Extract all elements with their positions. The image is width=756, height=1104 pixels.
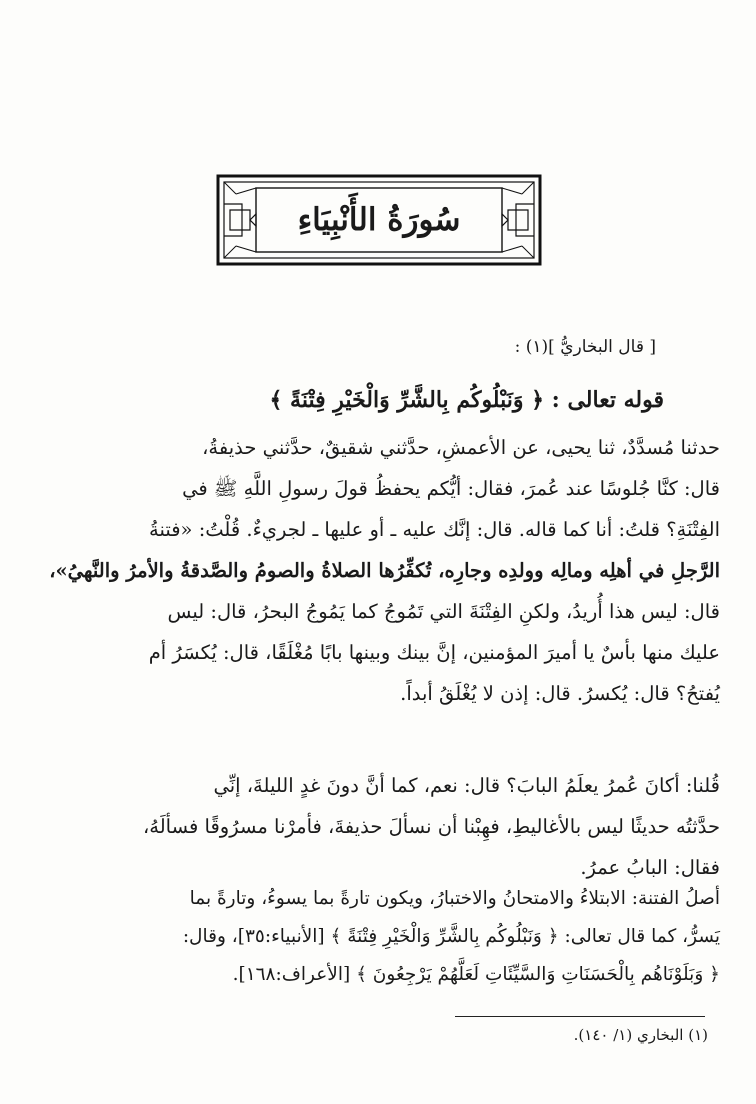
title-cartouche <box>216 174 542 266</box>
section-heading: قوله تعالى : ﴿ وَنَبْلُوكُم بِالشَّرِّ وَالْخَيْرِ فِتْنَةً ﴾ <box>269 387 664 413</box>
text-line: قُلنا: أكانَ عُمرُ يعلَمُ البابَ؟ قال: نعم، كما أنَّ دونَ غدٍ الليلةَ، إنِّي <box>213 774 720 797</box>
footnote: (١) البخاري (١/ ١٤٠). <box>573 1026 708 1044</box>
text-line: حدَّثتُه حديثًا ليس بالأغاليطِ، فهِبْنا أن نسألَ حذيفةَ، فأمرْنا مسرُوقًا فسألَهُ، <box>142 815 720 838</box>
text-line: الفِتْنَةِ؟ قلتُ: أنا كما قاله. قال: إنَّك عليه ـ أو عليها ـ لجريءٌ. قُلْتُ: «فتنةُ <box>149 518 720 541</box>
text-line: حدثنا مُسدَّدٌ، ثنا يحيى، عن الأعمشِ، حدَّثني شقيقٌ، حدَّثني حذيفةُ، <box>202 436 720 459</box>
text-line: فقال: البابُ عمرُ. <box>580 856 720 879</box>
continuation-paragraph <box>46 765 720 888</box>
text-line: عليك منها بأسٌ يا أميرَ المؤمنين، إنَّ بينك وبينها بابًا مُغْلَقًا، قال: يُكسَرُ أم <box>148 641 720 664</box>
text-line: يُفتحُ؟ قال: يُكسرُ. قال: إذن لا يُغْلَقُ أبداً. <box>400 682 720 705</box>
text-line: قال: كنَّا جُلوسًا عند عُمرَ، فقال: أيُّكم يحفظُ قولَ رسولِ اللَّهِ ﷺ في <box>182 477 720 500</box>
source-attribution: [ قال البخاريُّ ](١) : <box>514 337 656 357</box>
text-line: الرَّجلِ في أهلِه ومالِه وولدِه وجارِه، تُكفِّرُها الصلاةُ والصومُ والصَّدقةُ والأمرُ والنَّهيُ»، <box>49 559 720 582</box>
footnote-divider <box>455 1016 705 1017</box>
hadith-paragraph <box>46 427 720 714</box>
text-line: قال: ليس هذا أُريدُ، ولكنِ الفِتْنَةَ التي تَمُوجُ كما يَمُوجُ البحرُ، قال: ليس <box>167 600 720 623</box>
commentary-paragraph <box>46 880 720 994</box>
text-line: ﴿ وَبَلَوْنَاهُم بِالْحَسَنَاتِ وَالسَّيِّئَاتِ لَعَلَّهُمْ يَرْجِعُونَ ﴾ [الأعراف:١٦٨]. <box>232 964 720 985</box>
text-line: يَسرُّ، كما قال تعالى: ﴿ وَنَبْلُوكُم بِالشَّرِّ وَالْخَيْرِ فِتْنَةً ﴾ [الأنبياء:٣٥]، وقال: <box>182 926 720 947</box>
surah-title: سُورَةُ الأَنْبِيَاءِ <box>297 202 461 238</box>
text-line: أصلُ الفتنة: الابتلاءُ والامتحانُ والاختبارُ، ويكون تارةً بما يسوءُ، وتارةً بما <box>189 888 720 909</box>
